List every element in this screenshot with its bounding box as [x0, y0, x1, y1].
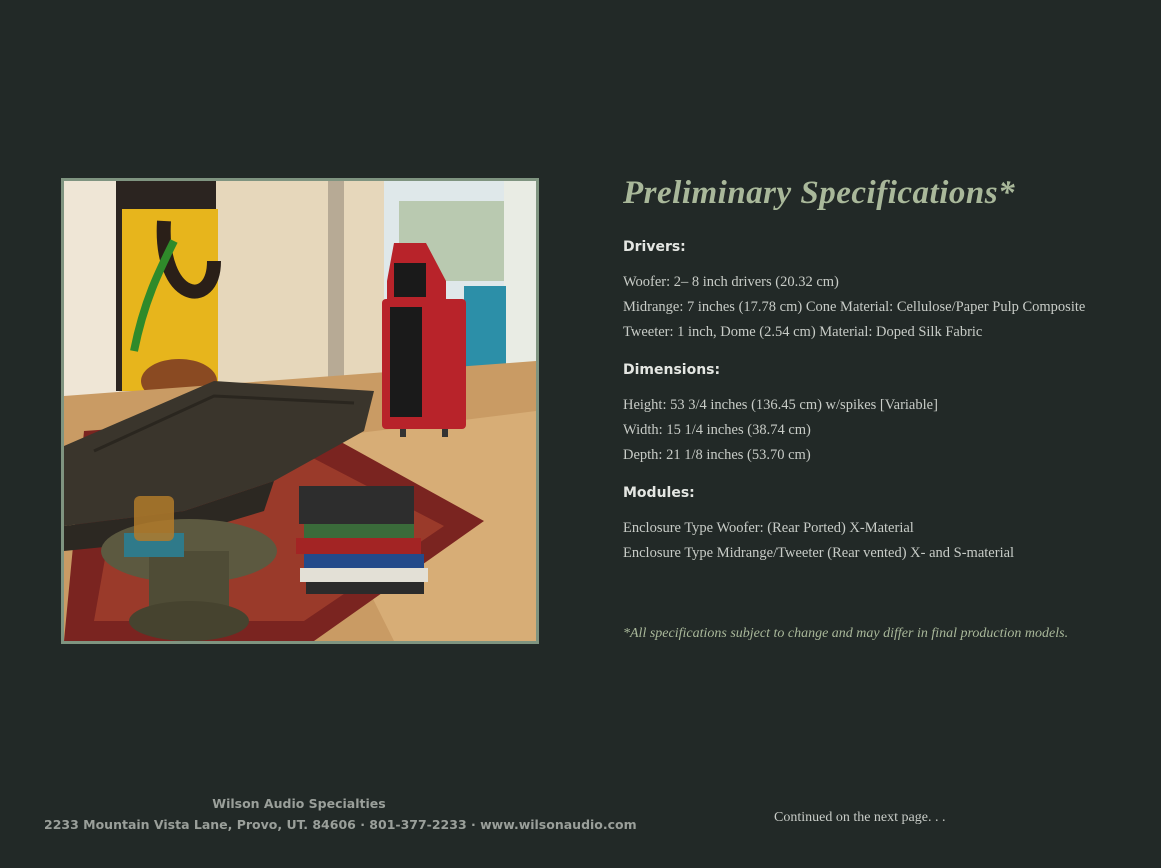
specifications-panel: [623, 172, 1143, 582]
spec-line: Midrange: 7 inches (17.78 cm) Cone Material: Cellulose/Paper Pulp Composite: [623, 299, 1086, 315]
living-room-illustration: [64, 181, 536, 641]
spec-line: Height: 53 3/4 inches (136.45 cm) w/spikes [Variable]: [623, 397, 938, 413]
dimensions-section: [623, 361, 1143, 468]
company-address: 2233 Mountain Vista Lane, Provo, UT. 84606 · 801-377-2233 · www.wilsonaudio.com: [44, 817, 637, 832]
product-photo: [61, 178, 539, 644]
company-name: Wilson Audio Specialties: [212, 796, 386, 811]
footer-contact: [44, 795, 637, 837]
specifications-footnote: *All specifications subject to change and may differ in final production models.: [623, 626, 1069, 641]
dimensions-heading: Dimensions:: [623, 362, 721, 378]
drivers-heading: Drivers:: [623, 239, 686, 255]
spec-line: Width: 15 1/4 inches (38.74 cm): [623, 422, 811, 438]
modules-section: [623, 484, 1143, 566]
spec-line: Depth: 21 1/8 inches (53.70 cm): [623, 447, 811, 463]
continued-note: Continued on the next page. . .: [774, 810, 946, 825]
spec-line: Tweeter: 1 inch, Dome (2.54 cm) Material: Doped Silk Fabric: [623, 324, 983, 340]
page-title: Preliminary Specifications*: [623, 175, 1016, 211]
spec-line: Enclosure Type Woofer: (Rear Ported) X-Material: [623, 520, 914, 536]
spec-line: Woofer: 2– 8 inch drivers (20.32 cm): [623, 274, 839, 290]
modules-heading: Modules:: [623, 485, 695, 501]
drivers-section: [623, 238, 1143, 345]
spec-line: Enclosure Type Midrange/Tweeter (Rear vented) X- and S-material: [623, 545, 1015, 561]
